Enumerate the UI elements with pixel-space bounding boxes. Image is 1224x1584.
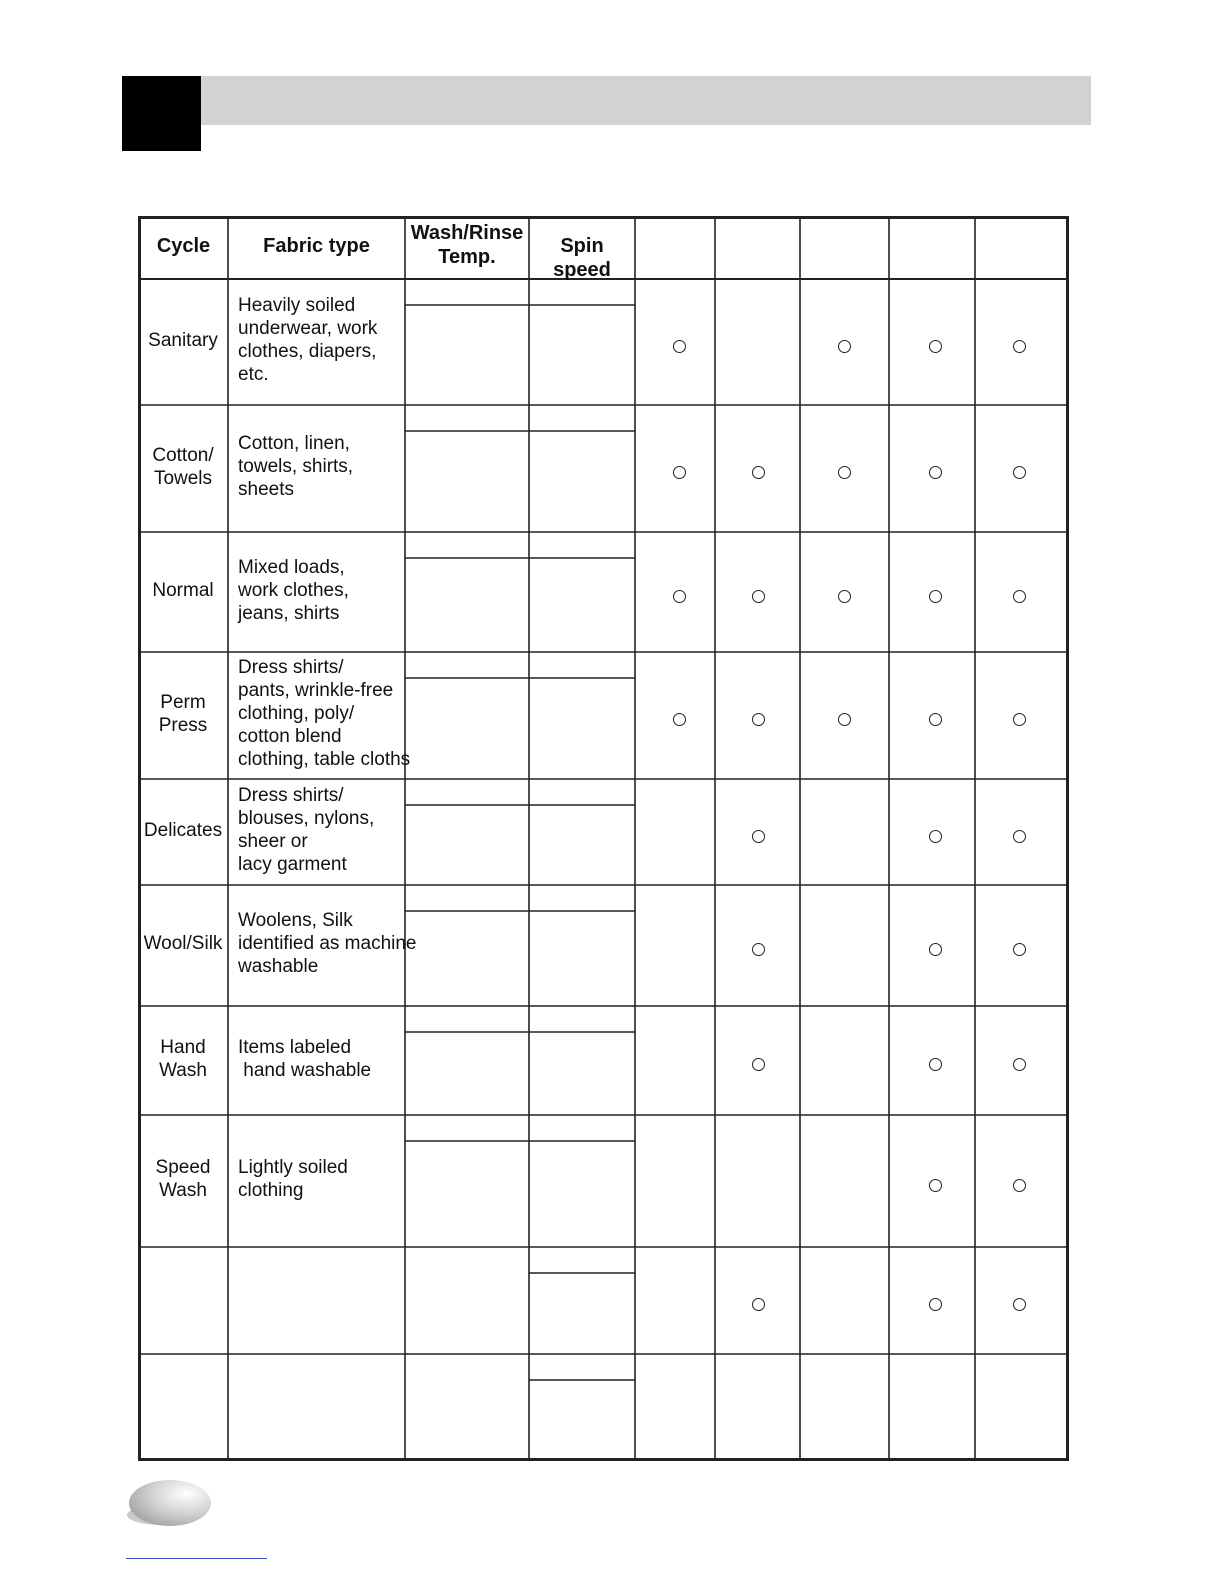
cycle-name	[138, 819, 228, 842]
section-header-bar	[201, 76, 1091, 125]
cycle-name-line: Wash	[159, 1180, 207, 1201]
section-header-block	[122, 76, 201, 151]
option-available-mark	[673, 466, 686, 479]
fabric-line: lacy garment	[238, 854, 347, 875]
option-available-mark	[1013, 466, 1026, 479]
fabric-line: Woolens, Silk	[238, 910, 353, 931]
fabric-line: pants, wrinkle-free	[238, 680, 394, 701]
cycle-name	[138, 932, 228, 955]
option-available-mark	[1013, 830, 1026, 843]
option-available-mark	[752, 466, 765, 479]
option-available-mark	[929, 340, 942, 353]
fabric-line: blouses, nylons,	[238, 808, 375, 829]
header-temp-line1: Wash/Rinse	[410, 222, 524, 244]
option-available-mark	[1013, 1058, 1026, 1071]
fabric-description	[238, 656, 411, 771]
option-available-mark	[673, 590, 686, 603]
fabric-line: Mixed loads,	[238, 556, 345, 578]
cycle-name-line: Hand	[160, 1036, 206, 1058]
fabric-description	[238, 556, 405, 625]
option-available-mark	[752, 943, 765, 956]
option-available-mark	[673, 340, 686, 353]
option-available-mark	[752, 713, 765, 726]
fabric-description	[238, 1036, 405, 1082]
fabric-line: clothes, diapers,	[238, 341, 377, 362]
fabric-line: Heavily soiled	[238, 295, 356, 316]
fabric-line: clothing	[238, 1180, 304, 1201]
header-fabric-type: Fabric type	[263, 235, 370, 257]
option-available-mark	[929, 713, 942, 726]
fabric-line: Items labeled	[238, 1036, 352, 1058]
fabric-line: Dress shirts/	[238, 785, 344, 806]
header-temp-line2: Temp.	[438, 246, 496, 268]
cycle-name-line: Towels	[153, 467, 213, 489]
option-available-mark	[1013, 590, 1026, 603]
fabric-line: towels, shirts,	[238, 456, 354, 477]
option-available-mark	[1013, 340, 1026, 353]
option-available-mark	[929, 1058, 942, 1071]
cycle-name-line: Sanitary	[148, 329, 218, 351]
header-cycle: Cycle	[156, 235, 211, 257]
option-available-mark	[752, 590, 765, 603]
option-available-mark	[838, 466, 851, 479]
fabric-line: jeans, shirts	[238, 602, 340, 624]
fabric-line: underwear, work	[238, 318, 378, 339]
fabric-line: washable	[238, 956, 319, 977]
fabric-description	[238, 294, 405, 386]
fabric-line: cotton blend	[238, 726, 342, 747]
option-available-mark	[752, 830, 765, 843]
footer-rule	[126, 1558, 267, 1559]
cycle-name-line: Perm	[160, 691, 206, 713]
fabric-description	[238, 1156, 405, 1202]
option-available-mark	[1013, 713, 1026, 726]
option-available-mark	[929, 830, 942, 843]
cycle-name-line: Delicates	[143, 819, 223, 841]
fabric-line: hand washable	[238, 1059, 372, 1081]
cycle-name-line: Normal	[152, 579, 214, 601]
fabric-line: identified as machine	[238, 933, 417, 954]
fabric-description	[238, 432, 405, 501]
option-available-mark	[752, 1298, 765, 1311]
cycle-name-line: Cotton/	[152, 444, 214, 466]
option-available-mark	[929, 943, 942, 956]
option-available-mark	[929, 1179, 942, 1192]
fabric-line: sheer or	[238, 831, 308, 852]
cycle-name	[138, 1156, 228, 1202]
cycle-name-line: Speed	[155, 1157, 211, 1178]
wash-cycle-table	[138, 216, 1069, 1461]
option-available-mark	[752, 1058, 765, 1071]
option-available-mark	[1013, 1298, 1026, 1311]
fabric-line: Cotton, linen,	[238, 433, 350, 454]
fabric-line: etc.	[238, 364, 269, 385]
cycle-name	[138, 691, 228, 737]
fabric-line: clothing, poly/	[238, 703, 355, 724]
option-available-mark	[929, 590, 942, 603]
cycle-name-line: Wool/Silk	[143, 933, 223, 954]
cycle-name	[138, 444, 228, 490]
fabric-line: sheets	[238, 479, 294, 500]
fabric-line: Lightly soiled	[238, 1157, 348, 1178]
option-available-mark	[838, 340, 851, 353]
cycle-name	[138, 579, 228, 602]
page-number-tab	[129, 1480, 211, 1526]
option-available-mark	[673, 713, 686, 726]
fabric-line: clothing, table cloths	[238, 749, 411, 770]
header-wash-rinse-temp	[405, 221, 529, 269]
fabric-line: work clothes,	[238, 579, 349, 601]
cycle-name-line: Wash	[159, 1059, 207, 1081]
cycle-name	[138, 329, 228, 352]
option-available-mark	[929, 466, 942, 479]
fabric-description	[238, 909, 417, 978]
cycle-name	[138, 1036, 228, 1082]
option-available-mark	[1013, 943, 1026, 956]
option-available-mark	[929, 1298, 942, 1311]
option-available-mark	[838, 713, 851, 726]
header-spin-speed: Spin speed	[553, 235, 611, 281]
option-available-mark	[838, 590, 851, 603]
cycle-name-line: Press	[158, 714, 208, 736]
fabric-description	[238, 784, 405, 876]
option-available-mark	[1013, 1179, 1026, 1192]
fabric-line: Dress shirts/	[238, 657, 344, 678]
